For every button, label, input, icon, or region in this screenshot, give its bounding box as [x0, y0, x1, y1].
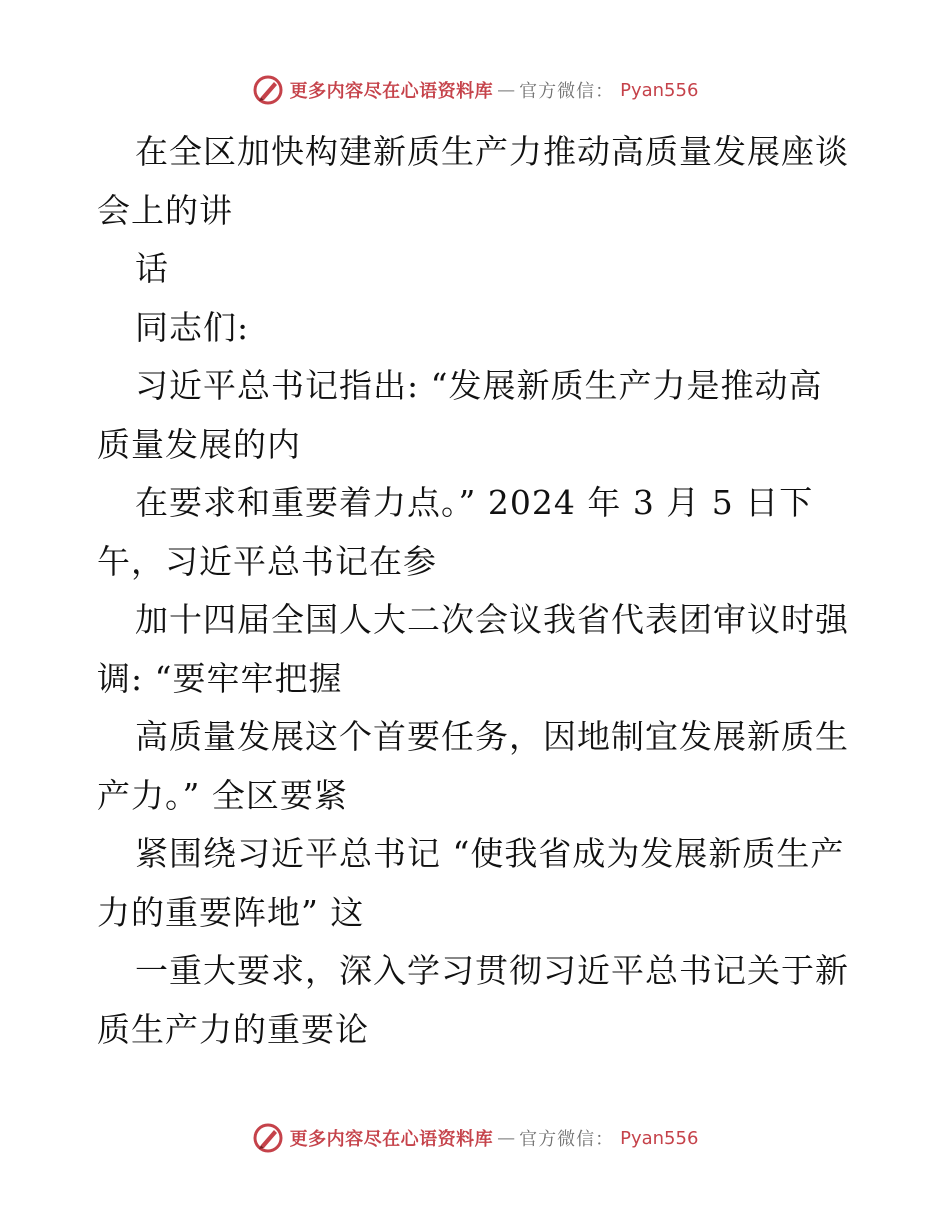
body-line: 质生产力的重要论	[97, 1009, 369, 1049]
document-body	[97, 123, 857, 1059]
body-line: 质量发展的内	[97, 424, 301, 464]
body-line: 一重大要求，深入学习贯彻习近平总书记关于新	[135, 951, 849, 990]
body-line: 话	[135, 249, 169, 288]
body-line: 习近平总书记指出: “发展新质生产力是推动高	[135, 366, 823, 405]
body-line: 在全区加快构建新质生产力推动高质量发展座谈	[135, 132, 849, 171]
footer-watermark-banner	[0, 1118, 950, 1158]
banner-account-id: Pyan556	[620, 79, 699, 101]
pen-logo-icon	[252, 74, 284, 106]
body-line: 调: “要牢牢把握	[97, 658, 343, 698]
body-line: 高质量发展这个首要任务，因地制宜发展新质生	[135, 717, 849, 756]
body-line: 力的重要阵地” 这	[97, 892, 365, 932]
header-watermark-banner	[0, 70, 950, 110]
body-line: 产力。” 全区要紧	[97, 775, 348, 815]
banner-main-text: 更多内容尽在心语资料库	[289, 1129, 494, 1150]
banner-account-id: Pyan556	[620, 1127, 699, 1149]
body-line: 加十四届全国人大二次会议我省代表团审议时强	[135, 600, 849, 639]
banner-sub-text: 官方微信：	[519, 81, 615, 102]
body-line: 紧围绕习近平总书记 “使我省成为发展新质生产	[135, 834, 845, 873]
body-line: 在要求和重要着力点。” 2024 年 3 月 5 日下	[135, 483, 814, 522]
body-line: 同志们:	[135, 307, 250, 347]
banner-sub-text: 官方微信：	[519, 1129, 615, 1150]
banner-separator: —	[497, 79, 516, 101]
body-line: 午，习近平总书记在参	[97, 541, 437, 581]
banner-main-text: 更多内容尽在心语资料库	[289, 81, 494, 102]
pen-logo-icon	[252, 1122, 284, 1154]
body-line: 会上的讲	[97, 190, 233, 230]
banner-separator: —	[497, 1127, 516, 1149]
